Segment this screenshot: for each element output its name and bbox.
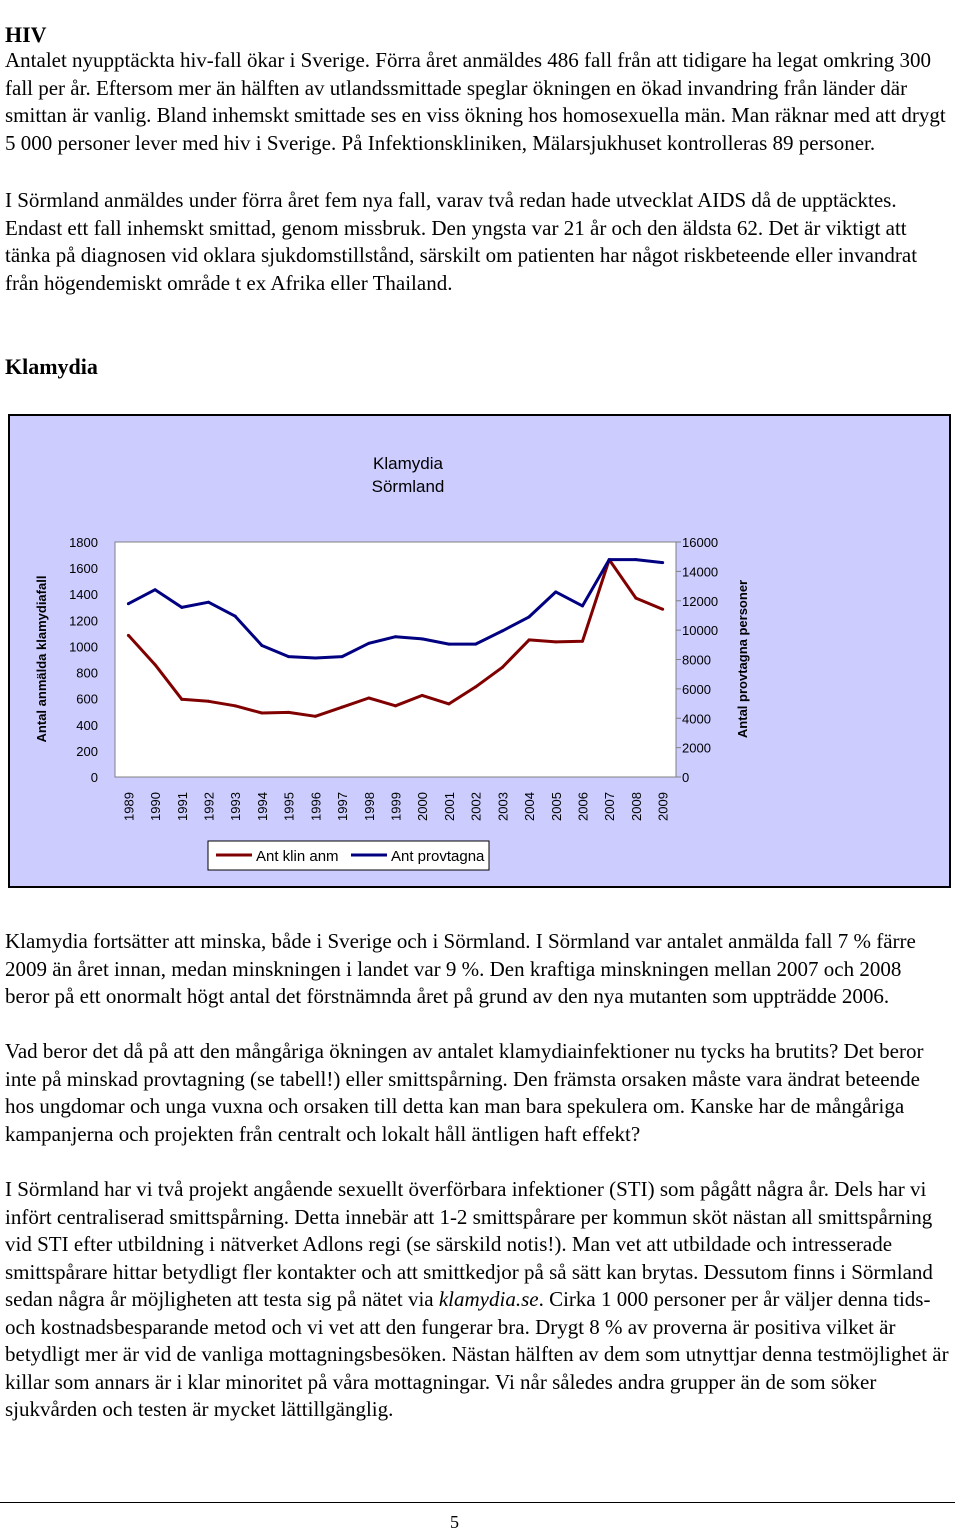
y2-tick-label: 6000 — [682, 681, 711, 697]
y2-tick-label: 0 — [682, 770, 690, 785]
y-tick-label: 1800 — [69, 535, 98, 550]
x-tick-label: 2002 — [468, 792, 484, 821]
data-point — [180, 606, 183, 609]
y-tick-label: 1200 — [69, 613, 98, 629]
data-point — [474, 685, 477, 688]
legend-label: Ant provtagna — [391, 848, 485, 865]
y-tick-label: 400 — [76, 717, 98, 733]
x-tick-label: 1989 — [121, 792, 137, 821]
x-tick-label: 2000 — [415, 792, 431, 821]
hiv-paragraph-1: Antalet nyupptäckta hiv-fall ökar i Sverige. Förra året anmäldes 486 fall från att tidigare ha legat omkring 300 fall per år. Eftersom mer än hälften av utlandssmittade speglar ökningen en ökad invandring från länder där smittan är vanlig. Bland inhemskt smittade ses en viss ökning hos homosexuella män. Man räknar med att drygt 5 000 personer lever med hiv i Sverige. På Infektionskliniken, Mälarsjukhuset kontrolleras 89 personer. — [5, 48, 946, 155]
klamydia-paragraph-1: Klamydia fortsätter att minska, både i Sverige och i Sörmland. I Sörmland var antalet anmälda fall 7 % färre 2009 än året innan, medan minskningen i landet var 9 %. Den kraftiga minskningen mellan 2007 och 2008 beror på ett onormalt högt antal det förstnämnda året på grund av den nya mutanten som uppträdde 2006. — [5, 929, 916, 1008]
data-point — [528, 638, 531, 641]
x-tick-label: 2007 — [602, 792, 618, 821]
data-point — [260, 712, 263, 715]
y2-tick-label: 14000 — [682, 564, 719, 580]
y2-tick-label: 2000 — [682, 740, 711, 756]
y2-tick-label: 4000 — [682, 711, 711, 727]
klamydia-paragraph-2: Vad beror det då på att den mångåriga ökningen av antalet klamydiainfektioner nu tycks ha brutits? Det beror inte på minskad provtagning (se tabell!) eller smittspårning. Den främsta orsaken måste vara ändrat beteende hos ungdomar och unga vuxna och orsaken till detta kan man bara spekulera om. Kanske har de mångåriga kampanjerna och projekten från centralt och lokalt håll äntligen haft effekt? — [5, 1039, 924, 1146]
y-tick-label: 800 — [76, 665, 98, 681]
x-tick-label: 1997 — [335, 792, 351, 821]
data-point — [394, 635, 397, 638]
data-point — [341, 706, 344, 709]
klamydia-paragraph-3a: I Sörmland har vi två projekt angående sexuellt överförbara infektioner (STI) som pågått några år. Dels har vi infört centraliserad smittspårning. Detta innebär att 1-2 smittspårare per kommun sköt nästan all smittspårning vid STI efter utbildning i nätverket Adlons regi (se särskild notis!). Man vet att utbildade och intresserade smittspårare hittar betydligt fler kontakter och att smittkedjor på så sätt kan brytas. Dessutom finns i Sörmland sedan några år möjligheten att testa sig på nätet via — [5, 1177, 933, 1311]
y-tick-label: 1400 — [69, 587, 98, 603]
data-point — [127, 602, 130, 605]
x-tick-label: 1999 — [388, 792, 404, 821]
klamydia-paragraph-3b: . Cirka 1 000 personer per år väljer denna tids- och kostnadsbesparande metod och vi vet att den fungerar bra. Drygt 8 % av proverna är positiva vilket är betydligt mer är vid de vanliga mottagningsbesöken. Nästan hälften av dem som utnyttjar denna testmöjlighet är killar som annars är i klar minoritet på våra mottagningar. Vi når således andra grupper än de som söker sjukvården och testen är mycket lättillgänglig. — [5, 1287, 949, 1421]
page-number: 5 — [450, 1512, 459, 1532]
data-point — [608, 558, 611, 561]
chart-title: Klamydia — [373, 454, 443, 473]
data-point — [634, 597, 637, 600]
y-axis-label: Antal anmälda klamydiafall — [34, 575, 49, 743]
x-tick-label: 2006 — [575, 792, 591, 821]
x-tick-label: 1994 — [254, 792, 270, 821]
chart-svg — [10, 416, 949, 886]
x-tick-label: 2003 — [495, 792, 511, 821]
hiv-paragraph-2: I Sörmland anmäldes under förra året fem nya fall, varav två redan hade utvecklat AIDS då de upptäcktes. Endast ett fall inhemskt smittad, genom missbruk. Den yngsta var 21 år och den äldsta 62. Det är viktigt att tänka på diagnosen vid oklara sjukdomstillstånd, särskilt om patienten har något riskbeteende eller invandrat från högendemiskt område t ex Afrika eller Thailand. — [5, 188, 918, 295]
data-point — [234, 704, 237, 707]
data-point — [474, 643, 477, 646]
data-point — [501, 629, 504, 632]
x-tick-label: 1995 — [281, 792, 297, 821]
data-point — [207, 601, 210, 604]
x-tick-label: 2008 — [628, 792, 644, 821]
klamydia-link[interactable]: klamydia.se — [438, 1287, 539, 1311]
x-tick-label: 1998 — [361, 792, 377, 821]
data-point — [661, 561, 664, 564]
data-point — [367, 697, 370, 700]
klamydia-heading: Klamydia — [5, 354, 98, 379]
x-tick-label: 1992 — [201, 792, 217, 821]
y2-tick-label: 10000 — [682, 623, 719, 639]
data-point — [154, 663, 157, 666]
data-point — [501, 666, 504, 669]
data-point — [528, 615, 531, 618]
data-point — [287, 711, 290, 714]
data-point — [421, 694, 424, 697]
data-point — [314, 657, 317, 660]
y2-tick-label: 16000 — [682, 535, 719, 550]
data-point — [341, 655, 344, 658]
klamydia-paragraph-3 — [5, 1176, 950, 1424]
data-point — [554, 590, 557, 593]
data-point — [394, 704, 397, 707]
hiv-heading: HIV — [5, 22, 47, 47]
footer-divider — [0, 1502, 955, 1503]
data-point — [260, 644, 263, 647]
y-tick-label: 1600 — [69, 561, 98, 577]
y-tick-label: 600 — [76, 691, 98, 707]
y-tick-label: 0 — [90, 770, 98, 785]
data-point — [661, 608, 664, 611]
x-tick-label: 1991 — [174, 792, 190, 821]
x-tick-label: 2005 — [548, 792, 564, 821]
data-point — [234, 615, 237, 618]
chart-subtitle: Sörmland — [371, 477, 445, 496]
y-tick-label: 200 — [76, 743, 98, 759]
y2-axis-label: Antal provtagna personer — [735, 579, 750, 739]
data-point — [447, 702, 450, 705]
data-point — [154, 588, 157, 591]
data-point — [581, 640, 584, 643]
x-tick-label: 2004 — [522, 792, 538, 821]
x-tick-label: 1996 — [308, 792, 324, 821]
data-point — [367, 642, 370, 645]
y2-tick-label: 12000 — [682, 593, 719, 609]
x-tick-label: 1990 — [148, 792, 164, 821]
y-tick-label: 1000 — [69, 639, 98, 655]
data-point — [447, 643, 450, 646]
x-tick-label: 2001 — [441, 792, 457, 821]
data-point — [314, 715, 317, 718]
data-point — [634, 558, 637, 561]
data-point — [180, 698, 183, 701]
data-point — [127, 634, 130, 637]
plot-area — [115, 542, 676, 777]
legend-label: Ant klin anm — [256, 848, 339, 865]
chart-legend — [208, 841, 489, 870]
x-tick-label: 2009 — [655, 792, 671, 821]
data-point — [207, 700, 210, 703]
y2-tick-label: 8000 — [682, 652, 711, 668]
x-tick-label: 1993 — [228, 792, 244, 821]
data-point — [554, 640, 557, 643]
data-point — [421, 637, 424, 640]
data-point — [287, 655, 290, 658]
data-point — [581, 604, 584, 607]
klamydia-chart — [8, 414, 951, 888]
